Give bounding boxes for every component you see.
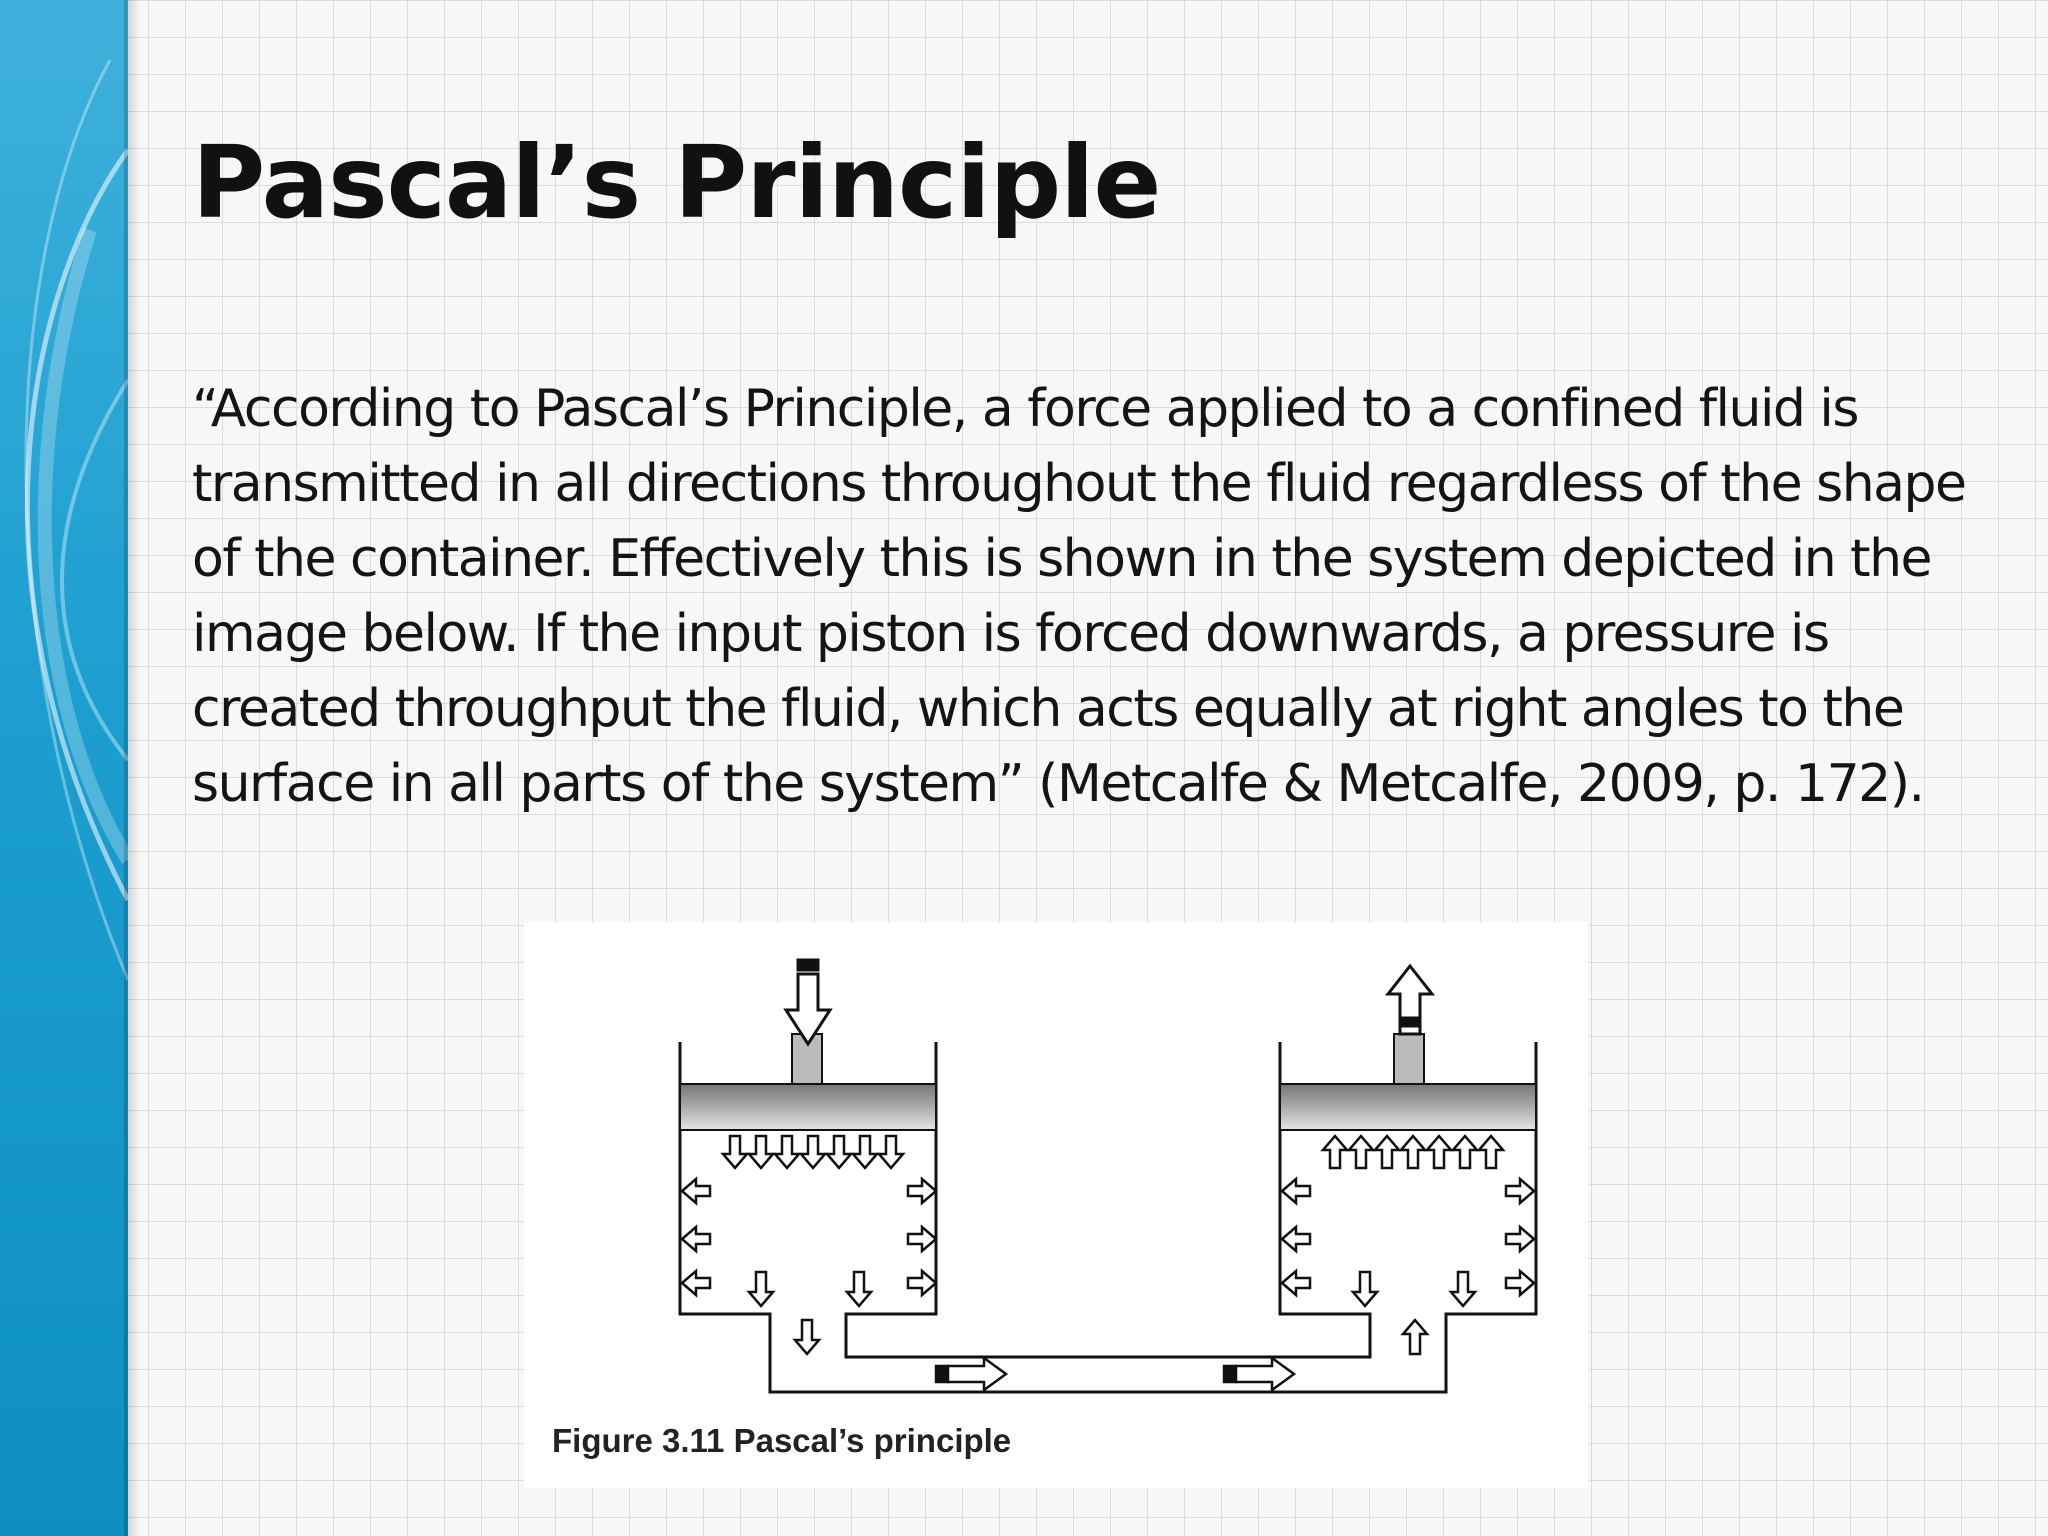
input-force-arrow	[786, 960, 830, 1044]
left-cylinder-wall-arrows	[682, 1179, 936, 1354]
input-piston	[680, 1084, 936, 1130]
output-piston	[1280, 1084, 1536, 1130]
decorative-side-band	[0, 0, 128, 1536]
output-rod	[1394, 1034, 1424, 1084]
pascal-figure	[524, 922, 1588, 1488]
right-cylinder-wall-arrows	[1282, 1179, 1534, 1354]
figure-caption: Figure 3.11 Pascal’s principle	[552, 1422, 1012, 1459]
input-pressure-arrows-down	[723, 1136, 903, 1168]
output-force-arrow	[1388, 966, 1432, 1034]
side-swoosh-graphic	[0, 0, 128, 1536]
hydraulic-system-diagram	[524, 922, 1588, 1422]
output-pressure-arrows-up	[1323, 1136, 1503, 1168]
side-band-shadow	[124, 0, 140, 1536]
pipe-flow-arrows	[936, 1358, 1294, 1390]
slide-body-quote: “According to Pascal’s Principle, a force applied to a confined fluid is transmitted in all directions throughout the fluid regardless of the shape of the container. Effectively this is shown in the system depicted in the image below. If the input piston is forced downwards, a pressure is created throughput the fluid, which acts equally at right angles to the surface in all parts of the system” (Metcalfe & Metcalfe, 2009, p. 172).	[192, 379, 1966, 814]
slide-title: Pascal’s Principle	[192, 124, 1161, 241]
